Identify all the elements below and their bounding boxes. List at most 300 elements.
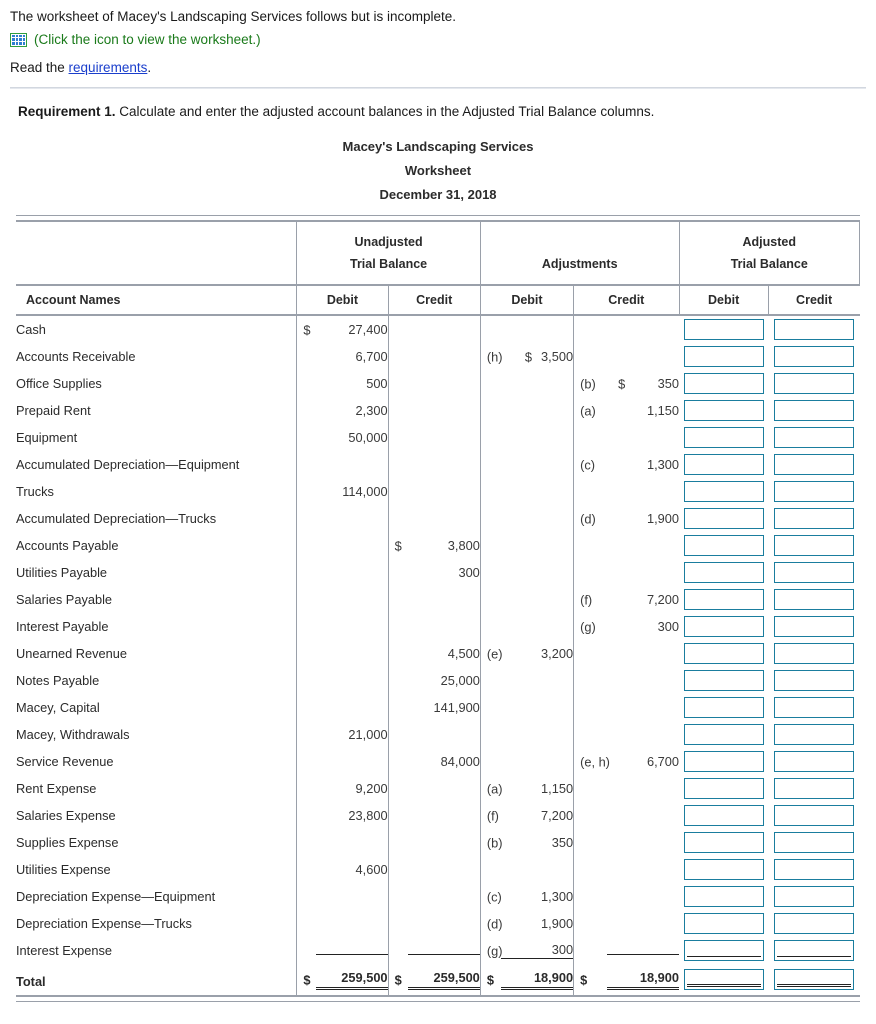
total-utb-debit-currency: $	[303, 972, 311, 987]
total-row	[16, 964, 860, 996]
intro-line-1: The worksheet of Macey's Landscaping Services follows but is incomplete.	[10, 9, 457, 24]
atb-credit-input[interactable]	[774, 508, 854, 529]
requirement-body: Calculate and enter the adjusted account balances in the Adjusted Trial Balance columns.	[115, 104, 655, 119]
adj-credit	[574, 694, 679, 721]
atb-debit-input-cell	[679, 694, 768, 721]
account-name: Depreciation Expense—Trucks	[16, 916, 192, 931]
adj-credit	[574, 505, 679, 532]
atb-credit-input-cell	[768, 451, 859, 478]
adj-credit	[574, 640, 679, 667]
adj-credit-value: 1,300	[646, 457, 680, 472]
account-name: Accounts Payable	[16, 538, 119, 553]
utb-credit	[388, 694, 480, 721]
utb-debit-value: 4,600	[355, 862, 388, 877]
utb-debit-value: 2,300	[355, 403, 388, 418]
adj-debit	[480, 370, 573, 397]
utb-credit	[388, 315, 480, 343]
atb-credit-input[interactable]	[774, 751, 854, 772]
utb-credit	[388, 613, 480, 640]
atb-credit-input-cell	[768, 802, 859, 829]
requirement-label: Requirement 1.	[18, 104, 116, 119]
worksheet-container	[16, 135, 860, 1002]
adj-debit-ref: (f)	[486, 808, 499, 823]
atb-debit-input[interactable]	[684, 643, 764, 664]
total-atb-debit-input-double-underline	[687, 984, 761, 987]
atb-credit-input[interactable]	[774, 913, 854, 934]
adj-debit	[480, 856, 573, 883]
table-row	[16, 856, 860, 883]
table-row	[16, 829, 860, 856]
atb-debit-input[interactable]	[684, 913, 764, 934]
requirement-text	[18, 103, 858, 121]
table-row	[16, 775, 860, 802]
atb-credit-input[interactable]	[774, 346, 854, 367]
utb-credit-value: 300	[458, 565, 480, 580]
table-row	[16, 397, 860, 424]
atb-debit-input[interactable]	[684, 319, 764, 340]
adj-credit	[574, 775, 679, 802]
total-utb-credit-currency: $	[394, 972, 402, 987]
table-row	[16, 586, 860, 613]
utb-debit	[297, 315, 388, 343]
utb-debit	[297, 748, 388, 775]
column-header-adj-debit: Debit	[480, 285, 573, 315]
atb-credit-input-cell	[768, 856, 859, 883]
requirements-link[interactable]: requirements	[68, 60, 148, 75]
utb-credit	[388, 667, 480, 694]
atb-debit-input-cell	[679, 315, 768, 343]
table-row	[16, 802, 860, 829]
utb-debit	[297, 532, 388, 559]
atb-debit-input[interactable]	[684, 535, 764, 556]
atb-credit-input-cell	[768, 586, 859, 613]
adj-debit	[480, 532, 573, 559]
utb-credit	[388, 937, 480, 964]
atb-debit-input-cell	[679, 829, 768, 856]
atb-debit-input[interactable]	[684, 373, 764, 394]
adj-debit-value: 3,500	[541, 349, 574, 364]
worksheet-date: December 31, 2018	[379, 187, 497, 202]
atb-credit-input-cell	[768, 397, 859, 424]
atb-debit-input-cell	[679, 910, 768, 937]
utb-debit	[297, 397, 388, 424]
atb-credit-input[interactable]	[774, 481, 854, 502]
utb-debit	[297, 829, 388, 856]
atb-debit-input-cell	[679, 532, 768, 559]
adj-debit-ref: (b)	[486, 835, 503, 850]
atb-debit-input[interactable]	[684, 832, 764, 853]
adj-credit	[574, 559, 679, 586]
table-row	[16, 315, 860, 343]
adj-credit	[574, 829, 679, 856]
adj-debit	[480, 586, 573, 613]
group-adjusted-line2: Trial Balance	[730, 257, 808, 271]
worksheet-table	[16, 215, 860, 1002]
utb-debit	[297, 802, 388, 829]
atb-debit-input-cell	[679, 640, 768, 667]
adj-credit	[574, 343, 679, 370]
utb-debit	[297, 667, 388, 694]
table-row	[16, 478, 860, 505]
account-name: Utilities Payable	[16, 565, 108, 580]
adj-credit-currency: $	[618, 376, 626, 391]
utb-debit-value: 114,000	[342, 484, 388, 499]
account-name: Supplies Expense	[16, 835, 119, 850]
atb-debit-input-cell	[679, 883, 768, 910]
utb-debit-value: 500	[366, 376, 388, 391]
atb-credit-input[interactable]	[774, 562, 854, 583]
total-adj-debit-value: 18,900	[501, 970, 573, 990]
section-divider	[10, 87, 866, 89]
atb-credit-input[interactable]	[774, 535, 854, 556]
adj-debit	[480, 694, 573, 721]
utb-credit	[388, 370, 480, 397]
atb-debit-input[interactable]	[684, 400, 764, 421]
account-name: Equipment	[16, 430, 78, 445]
atb-debit-input[interactable]	[684, 589, 764, 610]
adj-debit-ref: (d)	[486, 916, 503, 931]
atb-credit-input-cell	[768, 315, 859, 343]
atb-credit-input-cell	[768, 640, 859, 667]
group-adjusted-trial-balance	[679, 221, 859, 285]
utb-debit	[297, 424, 388, 451]
group-unadjusted-line1: Unadjusted	[354, 235, 423, 249]
utb-debit	[297, 937, 388, 964]
atb-debit-input[interactable]	[684, 886, 764, 907]
utb-credit	[388, 640, 480, 667]
utb-credit-value: 25,000	[440, 673, 480, 688]
table-row	[16, 910, 860, 937]
atb-debit-input-cell	[679, 748, 768, 775]
total-utb-debit	[297, 964, 388, 996]
atb-credit-input[interactable]	[774, 724, 854, 745]
atb-debit-input[interactable]	[684, 454, 764, 475]
utb-debit-value: 6,700	[355, 349, 388, 364]
atb-debit-input[interactable]	[684, 940, 764, 961]
account-name: Salaries Payable	[16, 592, 113, 607]
utb-debit	[297, 694, 388, 721]
utb-credit	[388, 478, 480, 505]
total-atb-debit-input-cell	[679, 964, 768, 996]
adj-credit	[574, 532, 679, 559]
adj-debit-ref: (h)	[486, 349, 503, 364]
atb-debit-input-cell	[679, 451, 768, 478]
adj-credit	[574, 478, 679, 505]
adj-credit	[574, 370, 679, 397]
adj-credit-value	[607, 953, 679, 955]
atb-credit-input[interactable]	[774, 400, 854, 421]
atb-credit-input[interactable]	[774, 886, 854, 907]
adj-debit	[480, 315, 573, 343]
utb-credit-value: 4,500	[447, 646, 480, 661]
atb-debit-input[interactable]	[684, 508, 764, 529]
group-adjustments	[480, 221, 679, 285]
utb-credit	[388, 802, 480, 829]
atb-credit-input-cell	[768, 748, 859, 775]
total-atb-credit-input-cell	[768, 964, 859, 996]
atb-credit-input-cell	[768, 478, 859, 505]
table-row	[16, 370, 860, 397]
adj-debit	[480, 424, 573, 451]
utb-credit	[388, 829, 480, 856]
utb-credit	[388, 397, 480, 424]
adj-credit-ref: (f)	[580, 592, 593, 607]
adj-credit	[574, 883, 679, 910]
atb-credit-input[interactable]	[774, 589, 854, 610]
adj-debit-value: 1,900	[541, 916, 574, 931]
atb-credit-input[interactable]	[774, 373, 854, 394]
adj-credit	[574, 748, 679, 775]
atb-debit-input[interactable]	[684, 481, 764, 502]
atb-debit-input-cell	[679, 478, 768, 505]
utb-debit	[297, 910, 388, 937]
account-name: Salaries Expense	[16, 808, 116, 823]
group-unadjusted-trial-balance	[297, 221, 480, 285]
read-prefix: Read the	[10, 60, 69, 75]
table-row	[16, 613, 860, 640]
atb-debit-input[interactable]	[684, 346, 764, 367]
adj-debit	[480, 937, 573, 964]
total-utb-credit	[388, 964, 480, 996]
atb-debit-input-cell	[679, 775, 768, 802]
adj-debit	[480, 640, 573, 667]
utb-credit	[388, 910, 480, 937]
intro-block	[0, 0, 876, 75]
atb-credit-input-cell	[768, 613, 859, 640]
column-header-utb-credit: Credit	[388, 285, 480, 315]
atb-credit-input[interactable]	[774, 778, 854, 799]
atb-debit-input[interactable]	[684, 670, 764, 691]
utb-debit	[297, 721, 388, 748]
utb-debit	[297, 505, 388, 532]
atb-debit-input[interactable]	[684, 616, 764, 637]
utb-debit-value: 21,000	[348, 727, 388, 742]
table-bottom-band	[16, 996, 860, 1002]
utb-credit-currency: $	[394, 538, 402, 553]
worksheet-icon-row[interactable]	[10, 32, 866, 47]
total-atb-credit-input-double-underline	[777, 984, 851, 987]
account-name: Office Supplies	[16, 376, 102, 391]
adj-debit	[480, 829, 573, 856]
total-adj-credit	[574, 964, 679, 996]
atb-debit-input[interactable]	[684, 724, 764, 745]
account-name: Unearned Revenue	[16, 646, 127, 661]
adj-debit-currency: $	[524, 349, 532, 364]
adj-debit	[480, 910, 573, 937]
column-header-atb-credit: Credit	[768, 285, 859, 315]
group-unadjusted-line2: Trial Balance	[350, 257, 428, 271]
atb-credit-input[interactable]	[774, 670, 854, 691]
utb-credit	[388, 532, 480, 559]
atb-debit-input-cell	[679, 802, 768, 829]
atb-credit-input[interactable]	[774, 643, 854, 664]
total-label: Total	[16, 974, 46, 989]
atb-credit-input[interactable]	[774, 697, 854, 718]
table-row	[16, 640, 860, 667]
column-header-atb-debit: Debit	[679, 285, 768, 315]
adj-debit-value: 1,300	[541, 889, 574, 904]
atb-debit-input-underline	[687, 956, 761, 957]
adj-credit-value: 1,900	[646, 511, 680, 526]
utb-debit-value: 27,400	[348, 322, 388, 337]
atb-credit-input[interactable]	[774, 427, 854, 448]
adj-credit-value: 6,700	[646, 754, 680, 769]
utb-debit	[297, 451, 388, 478]
total-adj-debit-currency: $	[486, 972, 494, 987]
column-header-account-names: Account Names	[16, 285, 297, 315]
account-name: Interest Expense	[16, 943, 113, 958]
utb-debit	[297, 370, 388, 397]
utb-debit	[297, 613, 388, 640]
adj-debit	[480, 505, 573, 532]
utb-debit	[297, 343, 388, 370]
atb-debit-input[interactable]	[684, 697, 764, 718]
utb-debit-value: 50,000	[348, 430, 388, 445]
atb-credit-input-cell	[768, 775, 859, 802]
atb-credit-input-cell	[768, 505, 859, 532]
utb-debit	[297, 586, 388, 613]
adj-credit	[574, 315, 679, 343]
adj-credit	[574, 667, 679, 694]
atb-credit-input-cell	[768, 910, 859, 937]
table-row	[16, 343, 860, 370]
atb-credit-input[interactable]	[774, 454, 854, 475]
table-row	[16, 532, 860, 559]
adj-debit-ref: (c)	[486, 889, 502, 904]
table-row	[16, 451, 860, 478]
atb-credit-input[interactable]	[774, 832, 854, 853]
adj-credit-value: 350	[657, 376, 680, 391]
atb-credit-input-underline	[777, 956, 851, 957]
adj-credit	[574, 397, 679, 424]
utb-credit	[388, 559, 480, 586]
utb-credit	[388, 883, 480, 910]
atb-credit-input-cell	[768, 532, 859, 559]
adj-debit	[480, 667, 573, 694]
account-name: Accumulated Depreciation—Equipment	[16, 457, 240, 472]
total-adj-credit-value: 18,900	[607, 970, 679, 990]
group-adjusted-line1: Adjusted	[742, 235, 796, 249]
adj-credit	[574, 451, 679, 478]
atb-credit-input[interactable]	[774, 940, 854, 961]
adj-credit-value: 300	[657, 619, 680, 634]
utb-credit	[388, 505, 480, 532]
adj-debit	[480, 802, 573, 829]
adj-credit-ref: (e, h)	[580, 754, 610, 769]
atb-debit-input[interactable]	[684, 778, 764, 799]
adj-debit-value: 7,200	[541, 808, 574, 823]
group-blank	[16, 221, 297, 285]
table-row	[16, 694, 860, 721]
read-requirements-line	[10, 60, 866, 75]
utb-credit	[388, 775, 480, 802]
adj-debit-ref: (g)	[486, 943, 503, 958]
utb-debit	[297, 883, 388, 910]
account-name: Cash	[16, 322, 46, 337]
adj-debit-value: 300	[501, 942, 573, 959]
atb-debit-input-cell	[679, 370, 768, 397]
adj-debit	[480, 721, 573, 748]
atb-debit-input[interactable]	[684, 427, 764, 448]
utb-debit	[297, 559, 388, 586]
adj-credit-ref: (b)	[580, 376, 596, 391]
read-suffix: .	[147, 60, 152, 75]
atb-credit-input[interactable]	[774, 319, 854, 340]
atb-credit-input-cell	[768, 667, 859, 694]
company-name: Macey's Landscaping Services	[342, 139, 534, 154]
account-name: Rent Expense	[16, 781, 97, 796]
table-row	[16, 424, 860, 451]
adj-credit-value: 7,200	[646, 592, 680, 607]
worksheet-rows	[16, 315, 860, 996]
adj-credit-value: 1,150	[646, 403, 680, 418]
adj-debit-ref: (a)	[486, 781, 503, 796]
atb-credit-input-cell	[768, 559, 859, 586]
atb-debit-input-cell	[679, 667, 768, 694]
utb-debit	[297, 478, 388, 505]
adj-credit	[574, 802, 679, 829]
account-name: Notes Payable	[16, 673, 100, 688]
total-adj-debit	[480, 964, 573, 996]
group-header-row	[16, 221, 860, 285]
utb-credit	[388, 424, 480, 451]
atb-credit-input-cell	[768, 829, 859, 856]
atb-debit-input-cell	[679, 613, 768, 640]
adj-debit	[480, 343, 573, 370]
atb-credit-input-cell	[768, 721, 859, 748]
atb-credit-input[interactable]	[774, 616, 854, 637]
atb-debit-input-cell	[679, 937, 768, 964]
utb-debit-value: 9,200	[355, 781, 388, 796]
adj-credit-ref: (a)	[580, 403, 596, 418]
table-row	[16, 667, 860, 694]
account-name: Utilities Expense	[16, 862, 111, 877]
adj-credit-ref: (c)	[580, 457, 595, 472]
adj-debit-ref: (e)	[486, 646, 503, 661]
atb-debit-input[interactable]	[684, 751, 764, 772]
total-adj-credit-currency: $	[580, 972, 588, 987]
atb-debit-input-cell	[679, 721, 768, 748]
adj-credit	[574, 856, 679, 883]
atb-credit-input[interactable]	[774, 859, 854, 880]
atb-debit-input-cell	[679, 505, 768, 532]
adj-debit	[480, 451, 573, 478]
atb-credit-input-cell	[768, 424, 859, 451]
atb-debit-input[interactable]	[684, 859, 764, 880]
atb-credit-input[interactable]	[774, 805, 854, 826]
atb-debit-input-cell	[679, 397, 768, 424]
account-name: Accumulated Depreciation—Trucks	[16, 511, 217, 526]
adj-debit	[480, 748, 573, 775]
worksheet-titles	[16, 135, 860, 207]
atb-debit-input-cell	[679, 856, 768, 883]
column-header-utb-debit: Debit	[297, 285, 388, 315]
group-adjustments-label: Adjustments	[541, 257, 618, 271]
worksheet-grid-icon[interactable]	[10, 33, 27, 47]
adj-debit	[480, 397, 573, 424]
adj-credit	[574, 721, 679, 748]
utb-credit	[388, 856, 480, 883]
atb-debit-input[interactable]	[684, 562, 764, 583]
table-row	[16, 559, 860, 586]
adj-debit	[480, 478, 573, 505]
utb-credit-value: 3,800	[447, 538, 480, 553]
worksheet-icon-caption[interactable]: (Click the icon to view the worksheet.)	[34, 32, 261, 47]
table-row	[16, 883, 860, 910]
atb-debit-input[interactable]	[684, 805, 764, 826]
utb-credit-value	[408, 953, 480, 955]
utb-credit	[388, 586, 480, 613]
